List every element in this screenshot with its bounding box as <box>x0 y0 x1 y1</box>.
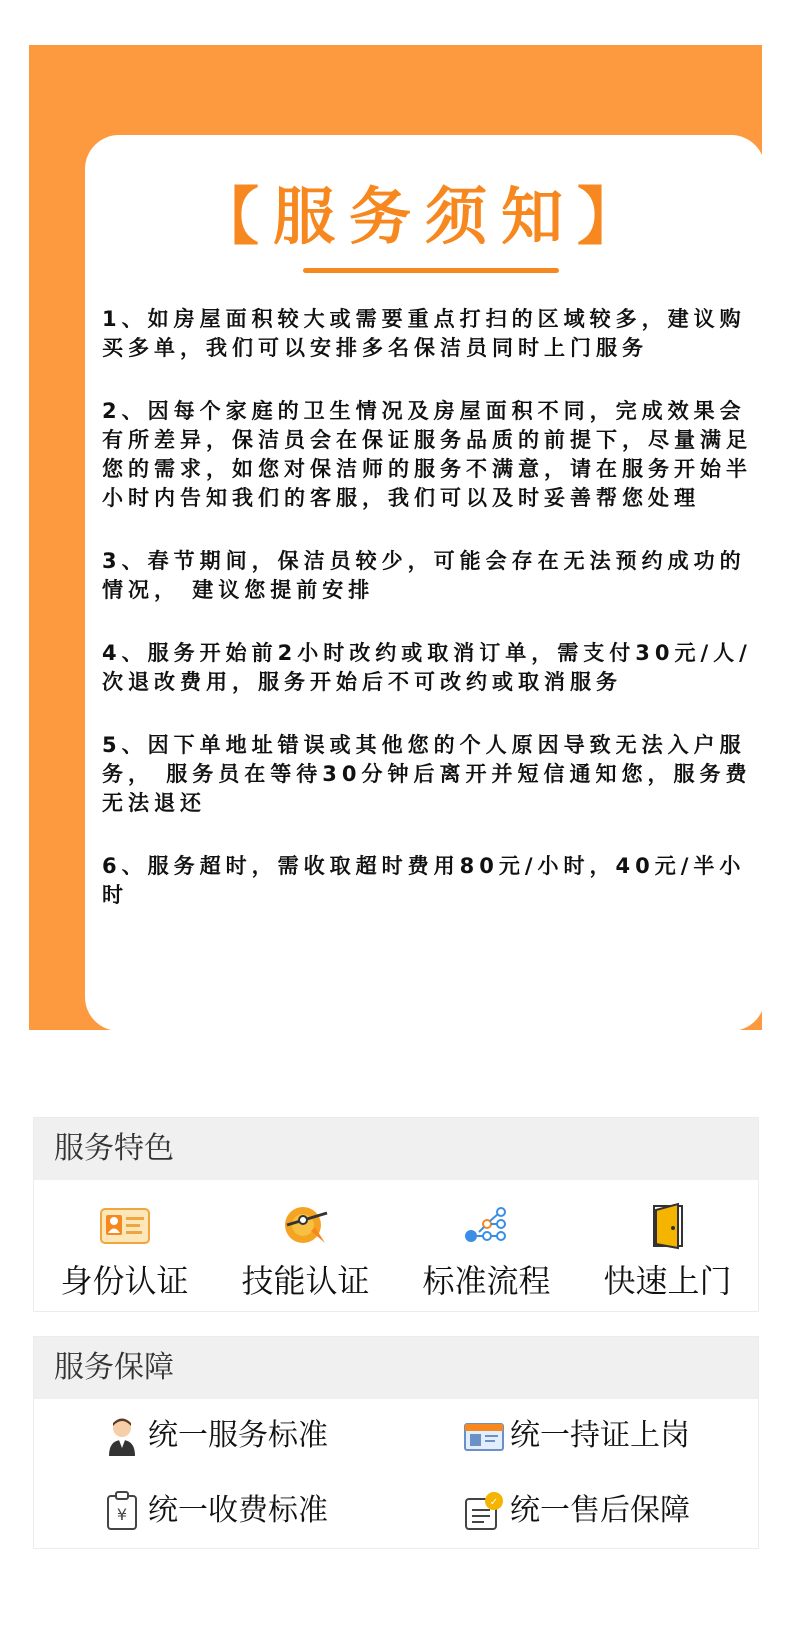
feature-id-verification[interactable] <box>34 1180 215 1311</box>
guarantee-label: 统一售后保障 <box>510 1492 690 1528</box>
notice-item: 2、因每个家庭的卫生情况及房屋面积不同，完成效果会有所差异，保洁员会在保证服务品质的前提下，尽量满足您的需求，如您对保洁师的服务不满意，请在服务开始半小时内告知我们的客服，我们可以及时妥善帮您处理 <box>102 399 752 510</box>
guarantee-label: 统一收费标准 <box>148 1492 328 1528</box>
feature-row <box>34 1180 758 1311</box>
feature-fast-visit[interactable] <box>577 1180 758 1311</box>
svg-text:¥: ¥ <box>116 1504 128 1524</box>
svg-text:✓: ✓ <box>489 1496 499 1508</box>
staff-avatar-icon <box>102 1416 142 1456</box>
guarantee-certified-staff[interactable] <box>396 1399 758 1473</box>
service-features-title: 服务特色 <box>34 1118 758 1180</box>
guarantee-unified-service-standard[interactable] <box>34 1399 396 1473</box>
id-card-icon <box>98 1202 152 1250</box>
feature-label: 快速上门 <box>603 1262 732 1300</box>
guarantee-grid <box>34 1399 758 1548</box>
feature-label: 身份认证 <box>60 1262 189 1300</box>
guarantee-label: 统一服务标准 <box>148 1418 328 1453</box>
notice-item: 6、服务超时，需收取超时费用80元/小时，40元/半小时 <box>102 854 746 907</box>
guarantee-unified-pricing[interactable] <box>34 1474 396 1548</box>
feature-skill-certification[interactable] <box>215 1180 396 1311</box>
certificate-icon <box>464 1416 504 1456</box>
service-notice-frame <box>29 45 762 1030</box>
workflow-icon <box>460 1202 514 1250</box>
guarantee-after-sales[interactable] <box>396 1474 758 1548</box>
service-guarantee-title: 服务保障 <box>34 1337 758 1399</box>
notice-list <box>102 305 752 944</box>
notice-item: 3、春节期间，保洁员较少，可能会存在无法预约成功的情况， 建议您提前安排 <box>102 549 746 602</box>
price-tag-icon <box>102 1491 142 1531</box>
feature-label: 技能认证 <box>241 1262 370 1300</box>
service-notice-title: 【服务须知】 <box>196 180 653 253</box>
service-guarantee-panel <box>33 1336 759 1549</box>
notice-item: 4、服务开始前2小时改约或取消订单，需支付30元/人/次退改费用，服务开始后不可改约或取消服务 <box>102 641 752 694</box>
door-icon <box>641 1202 695 1250</box>
after-sales-icon <box>464 1491 504 1531</box>
feature-standard-process[interactable] <box>396 1180 577 1311</box>
notice-item: 5、因下单地址错误或其他您的个人原因导致无法入户服务， 服务员在等待30分钟后离开并短信通知您，服务费无法退还 <box>102 733 752 815</box>
certified-badge-icon <box>279 1202 333 1250</box>
guarantee-label: 统一持证上岗 <box>510 1418 690 1453</box>
service-notice-card <box>85 135 765 1031</box>
service-features-panel <box>33 1117 759 1312</box>
notice-item: 1、如房屋面积较大或需要重点打扫的区域较多，建议购买多单，我们可以安排多名保洁员同时上门服务 <box>102 307 746 360</box>
feature-label: 标准流程 <box>422 1262 551 1300</box>
title-underline <box>303 268 559 273</box>
